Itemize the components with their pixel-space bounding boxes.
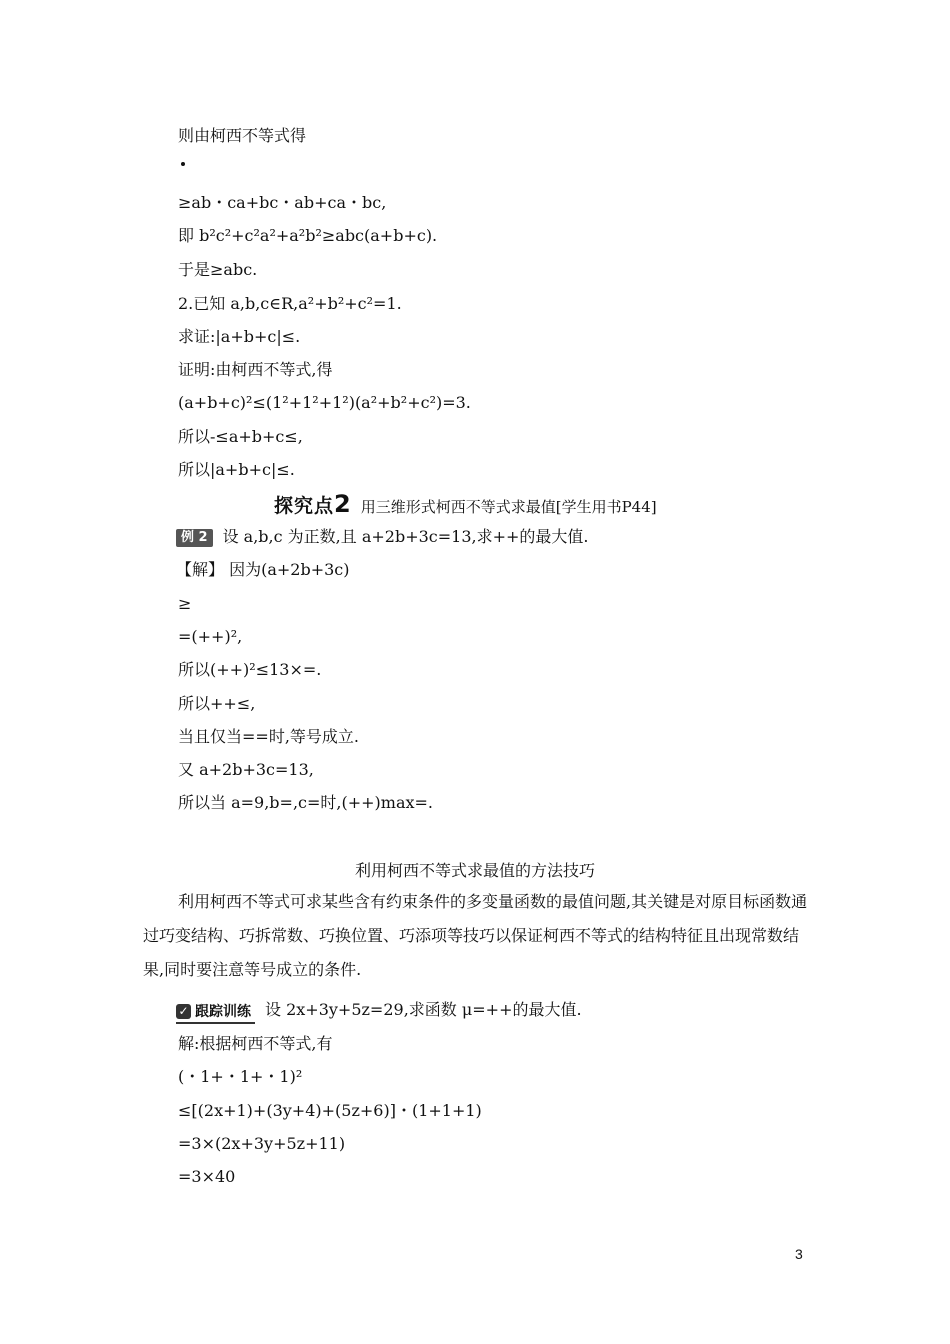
text-line: 所以|a+b+c|≤. [178,460,295,479]
solution-line: 所以++≤, [178,694,256,713]
solution-line: 所以(++)²≤13×=. [178,660,322,679]
text-line: 则由柯西不等式得 [178,126,307,145]
section-heading [274,492,657,519]
text-line: 求证:|a+b+c|≤. [178,327,301,346]
example-badge: 例 2 [176,529,213,547]
method-title: 利用柯西不等式求最值的方法技巧 [354,861,595,880]
tracking-badge [176,1002,255,1024]
heading-text: 用三维形式柯西不等式求最值[学生用书P44] [360,498,657,516]
solution-line: 所以当 a=9,b=,c=时,(++)max=. [178,793,434,812]
tracking-badge-label: 跟踪训练 [195,1003,251,1020]
text-line: 于是≥abc. [178,260,258,279]
heading-label: 探究点 [274,495,335,517]
text-line: (a+b+c)²≤(1²+1²+1²)(a²+b²+c²)=3. [178,393,471,412]
tracking-solution-line: =3×40 [178,1167,236,1186]
tracking-solution-line: =3×(2x+3y+5z+11) [178,1134,346,1153]
tracking-line [176,1000,582,1024]
text-line: 所以-≤a+b+c≤, [178,427,303,446]
tracking-text: 设 2x+3y+5z=29,求函数 μ=++的最大值. [265,1000,582,1019]
example-text: 设 a,b,c 为正数,且 a+2b+3c=13,求++的最大值. [222,527,589,546]
page-number: 3 [795,1246,803,1262]
tracking-solution-line: 解:根据柯西不等式,有 [178,1034,333,1053]
example-line [176,527,589,547]
bullet-dot [181,162,185,166]
tracking-solution-line: ≤[(2x+1)+(3y+4)+(5z+6)]・(1+1+1) [178,1101,482,1120]
check-icon: ✓ [176,1004,191,1019]
solution-line: =(++)², [178,627,243,646]
text-line: 即 b²c²+c²a²+a²b²≥abc(a+b+c). [178,226,438,245]
tracking-solution-line: (・1+・1+・1)² [178,1067,303,1086]
method-paragraph: 利用柯西不等式可求某些含有约束条件的多变量函数的最值问题,其关键是对原目标函数通过巧变结构、巧拆常数、巧换位置、巧添项等技巧以保证柯西不等式的结构特征且出现常数结果,同时要注意等号成立的条件. [143,892,808,979]
heading-number: 2 [334,490,351,518]
solution-line: 当且仅当==时,等号成立. [178,727,359,746]
text-line: 2.已知 a,b,c∈R,a²+b²+c²=1. [178,294,402,313]
solution-line: 【解】 因为(a+2b+3c) [176,560,350,579]
text-line: ≥ab・ca+bc・ab+ca・bc, [178,193,387,212]
solution-line: ≥ [178,594,192,613]
text-line: 证明:由柯西不等式,得 [178,360,333,379]
solution-line: 又 a+2b+3c=13, [178,760,314,779]
